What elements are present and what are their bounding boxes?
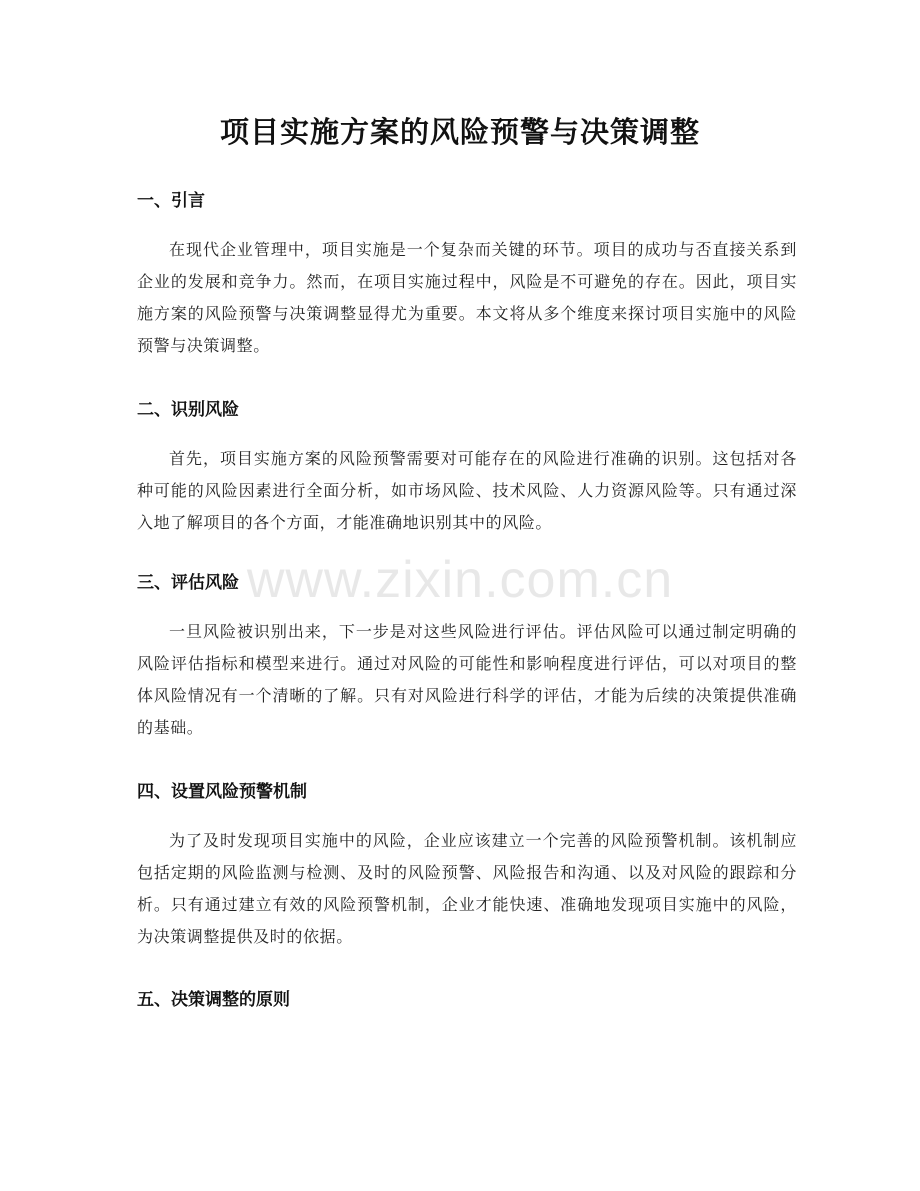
document-title: 项目实施方案的风险预警与决策调整 <box>219 115 700 149</box>
section-paragraph: 为了及时发现项目实施中的风险，企业应该建立一个完善的风险预警机制。该机制应包括定期的风险监测与检测、及时的风险预警、风险报告和沟通、以及对风险的跟踪和分析。只有通过建立有效的风险预警机制，企业才能快速、准确地发现项目实施中的风险，为决策调整提供及时的依据。 <box>137 831 797 946</box>
section-heading: 二、识别风险 <box>137 400 239 420</box>
section-decision-principles <box>137 988 797 1012</box>
section-introduction <box>137 189 797 362</box>
section-paragraph: 首先，项目实施方案的风险预警需要对可能存在的风险进行准确的识别。这包括对各种可能的风险因素进行全面分析，如市场风险、技术风险、人力资源风险等。只有通过深入地了解项目的各个方面，才能准确地识别其中的风险。 <box>137 449 797 532</box>
section-warning-mechanism <box>137 780 797 953</box>
section-identify-risk <box>137 398 797 539</box>
section-assess-risk <box>137 571 797 744</box>
section-heading: 四、设置风险预警机制 <box>137 782 307 802</box>
section-paragraph: 在现代企业管理中，项目实施是一个复杂而关键的环节。项目的成功与否直接关系到企业的发展和竞争力。然而，在项目实施过程中，风险是不可避免的存在。因此，项目实施方案的风险预警与决策调整显得尤为重要。本文将从多个维度来探讨项目实施中的风险预警与决策调整。 <box>137 240 797 355</box>
section-heading: 五、决策调整的原则 <box>137 990 290 1010</box>
watermark: www.zixin.com.cn <box>246 551 674 609</box>
section-paragraph: 一旦风险被识别出来，下一步是对这些风险进行评估。评估风险可以通过制定明确的风险评估指标和模型来进行。通过对风险的可能性和影响程度进行评估，可以对项目的整体风险情况有一个清晰的了解。只有对风险进行科学的评估，才能为后续的决策提供准确的基础。 <box>137 622 797 737</box>
section-heading: 三、评估风险 <box>137 573 239 593</box>
section-heading: 一、引言 <box>137 191 205 211</box>
